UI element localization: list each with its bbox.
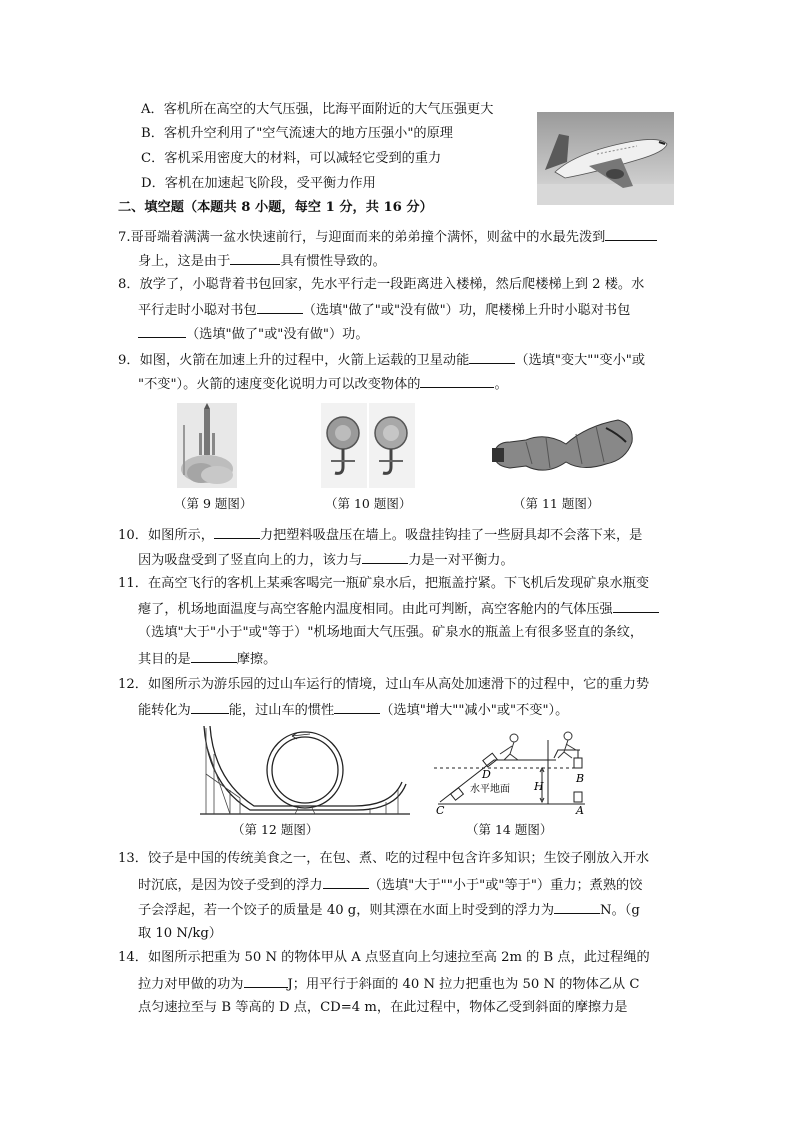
- airplane-photo: [537, 112, 674, 205]
- question-11-line-2: 瘪了，机场地面温度与高空客舱内温度相同。由此可判断，高空客舱内的气体压强: [138, 598, 659, 620]
- question-7-line-2: 身上，这是由于 具有惯性导致的。: [138, 250, 386, 272]
- question-13-line-4: 取 10 N/kg）: [138, 926, 222, 941]
- answer-blank: [191, 648, 237, 663]
- section-header: 二、填空题（本题共 8 小题，每空 1 分，共 16 分）: [118, 200, 433, 215]
- question-8-line-1: 8．放学了，小聪背着书包回家，先水平行走一段距离进入楼梯，然后爬楼梯上到 2 楼。水: [118, 277, 645, 292]
- answer-blank: [605, 226, 657, 241]
- option-a: A．客机所在高空的大气压强，比海平面附近的大气压强更大: [141, 102, 494, 117]
- question-11-line-3: （选填"大于"小于"或"等于）"机场地面大气压强。矿泉水的瓶盖上有很多竖直的条纹，: [138, 625, 644, 640]
- answer-blank: [420, 373, 494, 388]
- answer-blank: [334, 699, 380, 714]
- figure-10-caption: （第 10 题图）: [325, 496, 412, 511]
- incline-diagram: [430, 724, 590, 816]
- bottle-photo: [486, 412, 638, 484]
- option-d: D．客机在加速起飞阶段，受平衡力作用: [141, 176, 376, 191]
- point-c-label: C: [436, 804, 445, 816]
- answer-blank: [191, 699, 229, 714]
- question-14-line-2: 拉力对甲做的功为 J；用平行于斜面的 40 N 拉力把重也为 50 N 的物体乙从 C: [138, 973, 639, 995]
- point-d-label: D: [482, 768, 491, 781]
- answer-blank: [214, 524, 260, 539]
- rocket-photo: [177, 403, 237, 488]
- point-b-label: B: [576, 772, 585, 785]
- answer-blank: [613, 598, 659, 613]
- question-13-line-3: 子会浮起，若一个饺子的质量是 40 g，则其漂在水面上时受到的浮力为 N。（g: [138, 899, 640, 921]
- question-12-line-2: 能转化为 能，过山车的惯性 （选填"增大""减小"或"不变"）。: [138, 699, 568, 721]
- question-9-line-1: 9．如图，火箭在加速上升的过程中，火箭上运载的卫星动能 （选填"变大""变小"或: [118, 349, 645, 371]
- answer-blank: [244, 973, 288, 988]
- answer-blank: [323, 874, 369, 889]
- question-8-line-3: （选填"做了"或"没有做"）功。: [138, 323, 369, 345]
- suction-cup-photo: [321, 403, 415, 488]
- figure-14-caption: （第 14 题图）: [466, 822, 553, 837]
- option-b: B．客机升空利用了"空气流速大的地方压强小"的原理: [141, 126, 453, 141]
- height-h-label: H: [534, 780, 544, 793]
- question-11-line-4: 其目的是 摩擦。: [138, 648, 276, 670]
- option-c: C．客机采用密度大的材料，可以减轻它受到的重力: [141, 151, 442, 166]
- question-8-line-2: 平行走时小聪对书包 （选填"做了"或"没有做"）功，爬楼梯上升时小聪对书包: [138, 299, 630, 321]
- answer-blank: [138, 323, 186, 338]
- question-12-line-1: 12．如图所示为游乐园的过山车运行的情境，过山车从高处加速滑下的过程中，它的重力势: [118, 677, 650, 692]
- answer-blank: [230, 250, 280, 265]
- question-10-line-1: 10．如图所示， 力把塑料吸盘压在墙上。吸盘挂钩挂了一些厨具却不会落下来，是: [118, 524, 642, 546]
- figure-9-caption: （第 9 题图）: [174, 496, 253, 511]
- roller-coaster-diagram: [200, 724, 410, 820]
- question-13-line-1: 13．饺子是中国的传统美食之一，在包、煮、吃的过程中包含许多知识；生饺子刚放入开水: [118, 851, 650, 866]
- question-11-line-1: 11．在高空飞行的客机上某乘客喝完一瓶矿泉水后，把瓶盖拧紧。下飞机后发现矿泉水瓶变: [118, 576, 650, 591]
- ground-label: 水平地面: [470, 784, 510, 795]
- answer-blank: [554, 899, 600, 914]
- question-14-line-1: 14．如图所示把重为 50 N 的物体甲从 A 点竖直向上匀速拉至高 2m 的 B 点，此过程绳的: [118, 950, 650, 965]
- question-7-line-1: 7.哥哥端着满满一盆水快速前行，与迎面而来的弟弟撞个满怀，则盆中的水最先泼到: [118, 226, 657, 248]
- answer-blank: [469, 349, 515, 364]
- question-9-line-2: "不变"）。火箭的速度变化说明力可以改变物体的 。: [138, 373, 508, 395]
- question-10-line-2: 因为吸盘受到了竖直向上的力，该力与 力是一对平衡力。: [138, 549, 514, 571]
- question-13-line-2: 时沉底，是因为饺子受到的浮力 （选填"大于""小于"或"等于"）重力；煮熟的饺: [138, 874, 642, 896]
- answer-blank: [257, 299, 303, 314]
- question-14-line-3: 点匀速拉至与 B 等高的 D 点，CD=4 m，在此过程中，物体乙受到斜面的摩擦力是: [138, 1000, 628, 1015]
- figure-12-caption: （第 12 题图）: [232, 822, 319, 837]
- answer-blank: [362, 549, 408, 564]
- figure-11-caption: （第 11 题图）: [513, 496, 600, 511]
- point-a-label: A: [576, 804, 584, 816]
